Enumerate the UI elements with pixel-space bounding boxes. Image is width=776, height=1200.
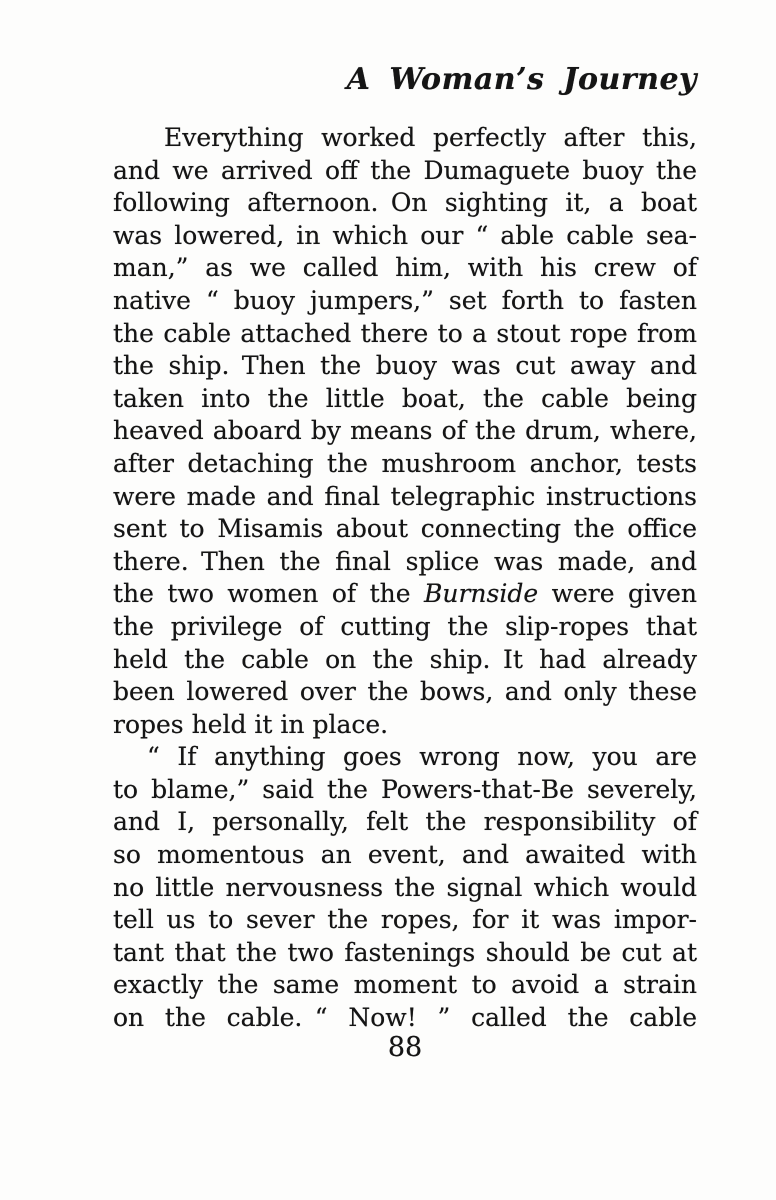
text-line: man,” as we called him, with his crew of — [113, 253, 697, 283]
text-line: the privilege of cutting the slip-ropes that — [113, 611, 697, 641]
text-line: tell us to sever the ropes, for it was impor- — [113, 905, 697, 935]
text-line: ropes held it in place. — [113, 709, 389, 739]
text-line: was lowered, in which our “ able cable sea- — [113, 220, 697, 250]
text-line: held the cable on the ship. It had already — [113, 644, 697, 674]
text-line: been lowered over the bows, and only these — [113, 677, 697, 707]
text-line: “ If anything goes wrong now, you are — [147, 742, 697, 772]
text-line — [113, 578, 697, 611]
text-line: taken into the little boat, the cable being — [113, 383, 697, 413]
text-line: the cable attached there to a stout rope from — [113, 318, 697, 348]
text-line: so momentous an event, and awaited with — [113, 840, 697, 870]
text-line: tant that the two fastenings should be cut at — [113, 937, 697, 967]
text-line: heaved aboard by means of the drum, where, — [113, 416, 697, 446]
page-number: 88 — [387, 1032, 423, 1063]
text-segment: were given — [538, 579, 697, 609]
text-line: after detaching the mushroom anchor, tests — [113, 448, 697, 478]
page-body — [113, 122, 697, 1035]
text-line: to blame,” said the Powers-that-Be severely, — [113, 774, 697, 804]
text-line: following afternoon. On sighting it, a boat — [113, 188, 697, 218]
text-line: and I, personally, felt the responsibility of — [113, 807, 697, 837]
running-header-title: A Woman’s Journey — [346, 62, 697, 97]
text-line: and we arrived off the Dumaguete buoy the — [113, 155, 697, 185]
text-line: Everything worked perfectly after this, — [164, 123, 697, 152]
text-line: native “ buoy jumpers,” set forth to fasten — [113, 285, 697, 315]
ship-name-italic: Burnside — [423, 579, 539, 609]
text-line: no little nervousness the signal which would — [113, 872, 697, 902]
text-segment: the two women of the — [113, 579, 424, 609]
text-line: on the cable. “ Now! ” called the cable — [113, 1003, 697, 1033]
text-line: the ship. Then the buoy was cut away and — [113, 351, 697, 381]
text-line: sent to Misamis about connecting the office — [113, 514, 697, 544]
text-line: exactly the same moment to avoid a strain — [113, 970, 697, 1000]
text-line: were made and final telegraphic instructions — [113, 481, 697, 511]
text-line: there. Then the final splice was made, and — [113, 546, 697, 576]
